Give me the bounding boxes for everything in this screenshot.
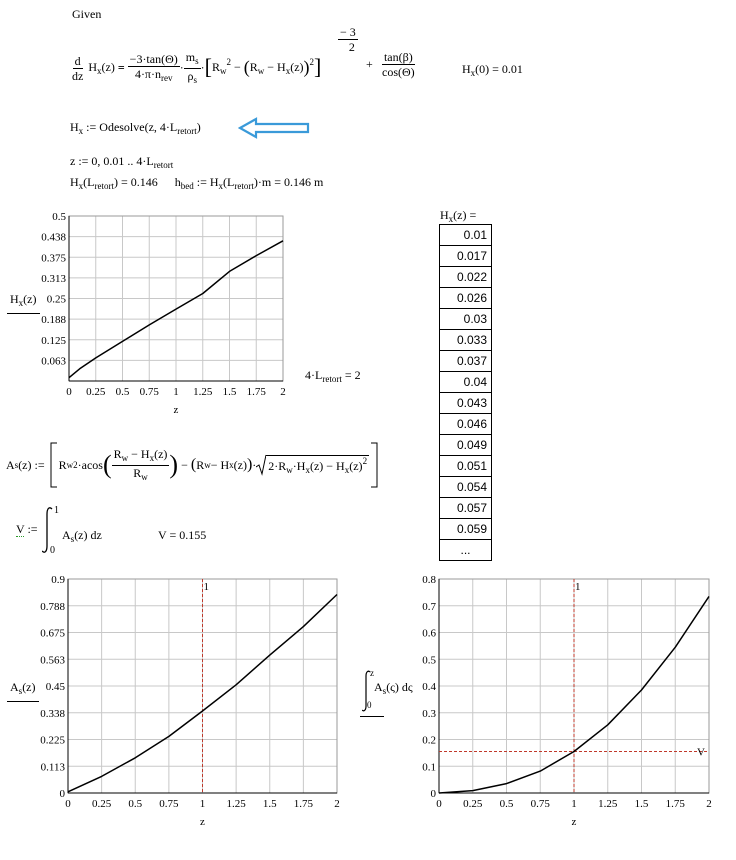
table-row	[440, 225, 492, 246]
as-plot[interactable]	[0, 570, 350, 840]
table-cell: 0.022	[440, 267, 492, 288]
x-tick-label: 0.25	[86, 386, 106, 398]
y-tick-label: 0.675	[40, 627, 65, 640]
table-cell: 0.01	[440, 225, 492, 246]
table-cell: 0.017	[440, 246, 492, 267]
x-axis-label: z	[571, 816, 577, 828]
y-tick-label: 0.3	[422, 707, 436, 720]
plot3-ylabel: z 0 $A_s(\varsigma)$ dς	[360, 668, 440, 718]
table-row	[440, 372, 492, 393]
table-cell: 0.03	[440, 309, 492, 330]
x-tick-label: 0.75	[159, 798, 179, 810]
plot1-ylabel: $H_x(z)$	[10, 292, 37, 308]
x-tick-label: 0	[436, 798, 442, 810]
table-row	[440, 309, 492, 330]
table-row	[440, 288, 492, 309]
ode-equation[interactable]: $\frac{d}{dz}$ $H_x(z)$ = $\frac{-3\cdot\tan(\Theta)}{4\cdot\pi\cdot n_{rev}}$ · $\frac{m_s}{\rho_s}$ $\cdot[R_w^2 - (R_w - H_x(z))^2]$	[72, 50, 322, 85]
x-tick-label: 0	[65, 798, 71, 810]
x-tick-label: 0	[66, 386, 72, 398]
table-cell: 0.037	[440, 351, 492, 372]
marker-horizontal-label: V	[697, 746, 705, 759]
x-tick-label: 2	[280, 386, 286, 398]
y-tick-label: 0.9	[51, 574, 65, 586]
table-cell: 0.04	[440, 372, 492, 393]
table-row	[440, 456, 492, 477]
y-tick-label: 0.125	[41, 334, 66, 347]
table-cell: 0.057	[440, 498, 492, 519]
y-tick-label: 0	[430, 788, 436, 800]
table-row	[440, 498, 492, 519]
integral-plot[interactable]	[400, 570, 730, 840]
y-tick-label: 0.563	[40, 654, 65, 667]
arrow-left-icon	[238, 117, 310, 139]
four-l-result[interactable]: $4\cdot L_{retort} = 2$	[305, 368, 361, 384]
x-tick-label: 2	[334, 798, 340, 810]
table-row	[440, 435, 492, 456]
y-tick-label: 0.225	[40, 734, 65, 747]
y-tick-label: 0.8	[422, 574, 436, 586]
left-bracket	[49, 441, 59, 489]
x-tick-label: 1.5	[222, 386, 237, 398]
right-bracket	[369, 441, 379, 489]
hx-values-table[interactable]	[439, 224, 492, 561]
x-tick-label: 2	[706, 798, 712, 810]
x-tick-label: 1.75	[246, 386, 266, 398]
integrand: $A_s(z)$ dz	[62, 528, 102, 544]
table-row	[440, 246, 492, 267]
y-tick-label: 0.063	[41, 355, 66, 368]
y-tick-label: 0.188	[41, 314, 66, 327]
table-row	[440, 477, 492, 498]
y-tick-label: 0.5	[52, 211, 66, 223]
as-definition[interactable]: A s (z) := R w 2 ·acos ( $\frac{R_w - H_x(z)}{R_w}$ ) − ( R w − H x (z) ) · $2\cdot R_w\cdot H_x(z) - H_x(z)^2$	[6, 440, 379, 490]
table-cell: 0.033	[440, 330, 492, 351]
table-row	[440, 330, 492, 351]
table-cell: 0.059	[440, 519, 492, 540]
x-tick-label: 0.75	[139, 386, 159, 398]
sqrt-icon	[256, 454, 266, 476]
x-tick-label: 1.75	[665, 798, 685, 810]
v-result[interactable]: V = 0.155	[158, 528, 207, 542]
y-tick-label: 0.5	[422, 654, 436, 667]
integral-lower: 0	[50, 545, 55, 556]
y-tick-label: 0.438	[41, 231, 66, 244]
initial-condition[interactable]: $H_x(0) = 0.01$	[462, 62, 523, 78]
x-tick-label: 1.25	[226, 798, 246, 810]
table-row	[440, 267, 492, 288]
ode-fraction-3: $\frac{\tan(\beta)}{\cos(\Theta)}$	[382, 50, 415, 79]
x-tick-label: 1.25	[193, 386, 213, 398]
y-tick-label: 0.2	[422, 734, 436, 747]
y-tick-label: 0	[59, 788, 65, 800]
y-tick-label: 0.313	[41, 272, 66, 285]
table-row	[440, 519, 492, 540]
v-lhs[interactable]: V :=	[16, 522, 38, 536]
x-tick-label: 0.5	[128, 798, 143, 810]
odesolve-definition[interactable]: $H_x$ := Odesolve(z, $4\cdot L_{retort}$)	[70, 120, 201, 136]
y-tick-label: 0.25	[46, 293, 66, 306]
table-row	[440, 351, 492, 372]
y-tick-label: 0.788	[40, 600, 65, 613]
table-row	[440, 414, 492, 435]
evaluation-line[interactable]: $H_x(L_{retort}) = 0.146$ $h_{bed}$ := $H_x(L_{retort})\cdot m = 0.146$ m	[70, 175, 324, 191]
table-cell: 0.026	[440, 288, 492, 309]
hx-plot[interactable]	[0, 205, 300, 420]
x-tick-label: 1	[199, 798, 206, 810]
x-tick-label: 0.5	[499, 798, 514, 810]
x-tick-label: 1	[571, 798, 577, 810]
ode-fraction-1: $\frac{-3\cdot\tan(\Theta)}{4\cdot\pi\cdot n_{rev}}$	[129, 52, 178, 83]
y-tick-label: 0.375	[41, 252, 66, 265]
table-cell: 0.051	[440, 456, 492, 477]
x-tick-label: 1.25	[598, 798, 618, 810]
table-cell: ...	[440, 540, 492, 561]
table-row	[440, 540, 492, 561]
y-tick-label: 0.4	[422, 681, 436, 693]
ode-exponent: $\frac{- 3}{2}$	[340, 25, 356, 54]
equals-sign: =	[117, 60, 125, 75]
x-tick-label: 1.75	[293, 798, 313, 810]
x-tick-label: 0.25	[92, 798, 112, 810]
marker-vertical-label: 1	[575, 581, 581, 593]
table-cell: 0.046	[440, 414, 492, 435]
x-tick-label: 0.75	[530, 798, 550, 810]
given-label: Given	[72, 7, 102, 21]
x-axis-label: z	[200, 816, 205, 828]
table-cell: 0.054	[440, 477, 492, 498]
plus-sign: +	[366, 57, 373, 71]
ode-lhs: $H_x(z)$	[88, 60, 115, 77]
x-tick-label: 0.5	[115, 386, 130, 398]
x-tick-label: 1.5	[634, 798, 649, 810]
sqrt-term: $2\cdot R_w\cdot H_x(z) - H_x(z)^2$	[256, 454, 369, 476]
integral-upper: 1	[54, 505, 59, 516]
table-cell: 0.043	[440, 393, 492, 414]
x-tick-label: 1.5	[262, 798, 277, 810]
derivative-operator: $\frac{d}{dz}$	[72, 54, 84, 83]
y-tick-label: 0.113	[40, 761, 65, 774]
ode-fraction-2: $\frac{m_s}{\rho_s}$	[185, 50, 199, 85]
table-row	[440, 393, 492, 414]
x-tick-label: 0.25	[463, 798, 483, 810]
x-tick-label: 1	[173, 386, 179, 398]
y-tick-label: 0.45	[45, 681, 65, 693]
y-tick-label: 0.7	[422, 600, 436, 613]
y-tick-label: 0.6	[422, 627, 436, 640]
plot2-ylabel: $A_s(z)$	[10, 680, 36, 696]
table-cell: 0.049	[440, 435, 492, 456]
ode-bracket: $[R_w^2 - (R_w - H_x(z))^2]$	[204, 54, 322, 80]
y-tick-label: 0.338	[40, 707, 65, 720]
range-definition[interactable]: z := 0, 0.01 .. $4\cdot L_{retort}$	[70, 154, 174, 170]
y-tick-label: 0.1	[422, 761, 436, 774]
marker-vertical-label: 1	[203, 581, 209, 593]
table-header: $H_x(z)$ =	[440, 208, 477, 224]
x-axis-label: z	[173, 404, 179, 416]
